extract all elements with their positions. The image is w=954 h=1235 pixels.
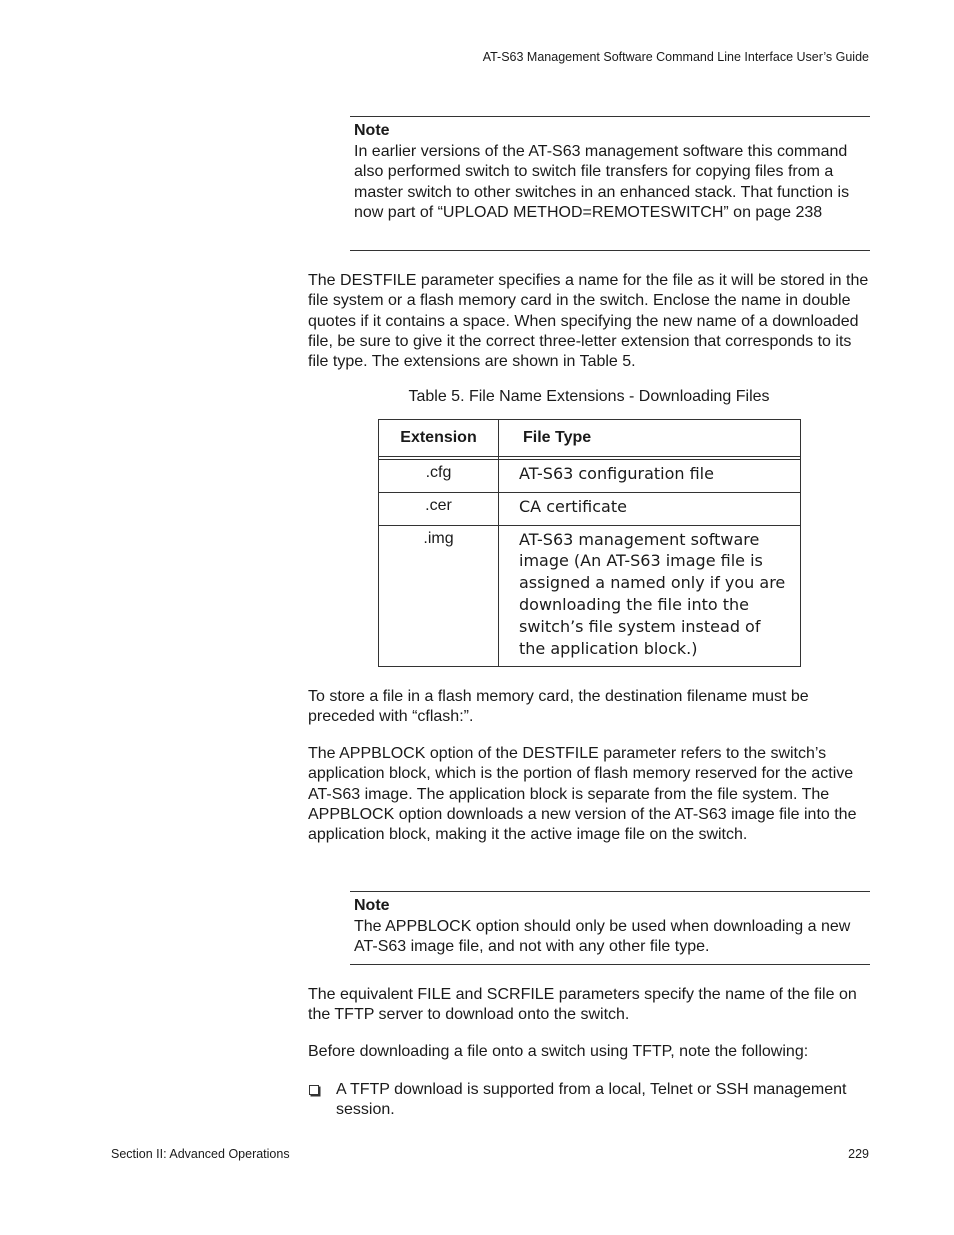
paragraph-before-download: Before downloading a file onto a switch using TFTP, note the following: [308, 1043, 809, 1060]
table-row [379, 492, 801, 525]
column-header-file-type: File Type [499, 420, 801, 457]
table-row [379, 525, 801, 667]
column-header-extension: Extension [379, 420, 499, 457]
note-title: Note [354, 897, 390, 914]
note-box-2 [350, 891, 870, 965]
page-number: 229 [848, 1147, 869, 1161]
note-text: The APPBLOCK option should only be used when downloading a new AT-S63 image file, and not with any other file type. [354, 917, 851, 955]
paragraph-destfile: The DESTFILE parameter specifies a name for the file as it will be stored in the file system or a flash memory card in the switch. Enclose the name in double quotes if it contains a space. When specifying the new name of a downloaded file, be sure to give it the correct three-letter extension that corresponds to its file type. The extensions are shown in Table 5. [308, 272, 869, 371]
table-caption: Table 5. File Name Extensions - Downloading Files [408, 388, 770, 405]
cell-file-type: AT-S63 configuration file [499, 460, 801, 493]
running-header: AT-S63 Management Software Command Line Interface User’s Guide [482, 50, 869, 64]
table-header-row [379, 420, 801, 457]
footer-section: Section II: Advanced Operations [111, 1147, 290, 1161]
cell-extension: .img [379, 525, 499, 667]
checkbox-bullet-icon [309, 1085, 319, 1095]
table-row [379, 460, 801, 493]
extensions-table [378, 419, 801, 667]
paragraph-cflash: To store a file in a flash memory card, the destination filename must be preceded with “cflash:”. [308, 688, 809, 726]
list-item: A TFTP download is supported from a local, Telnet or SSH management session. [336, 1081, 847, 1119]
cell-extension: .cfg [379, 460, 499, 493]
note-text: In earlier versions of the AT-S63 management software this command also performed switch to switch file transfers for copying files from a master switch to other switches in an enhanced stack. That function is now part of “UPLOAD METHOD=REMOTESWITCH” on page 238 [354, 142, 850, 221]
paragraph-file-scrfile: The equivalent FILE and SCRFILE parameters specify the name of the file on the TFTP server to download onto the switch. [308, 986, 857, 1024]
cell-extension: .cer [379, 492, 499, 525]
cell-file-type: CA certificate [499, 492, 801, 525]
note-box-1 [350, 116, 870, 251]
paragraph-appblock: The APPBLOCK option of the DESTFILE parameter refers to the switch’s application block, which is the portion of flash memory reserved for the active AT-S63 image. The application block is separate from the file system. The APPBLOCK option downloads a new version of the AT-S63 image file into the application block, making it the active image file on the switch. [308, 745, 857, 844]
note-title: Note [354, 122, 390, 139]
cell-file-type: AT-S63 management software image (An AT-S63 image file is assigned a named only if you are downloading the file into the switch’s file system instead of the application block.) [499, 525, 801, 667]
